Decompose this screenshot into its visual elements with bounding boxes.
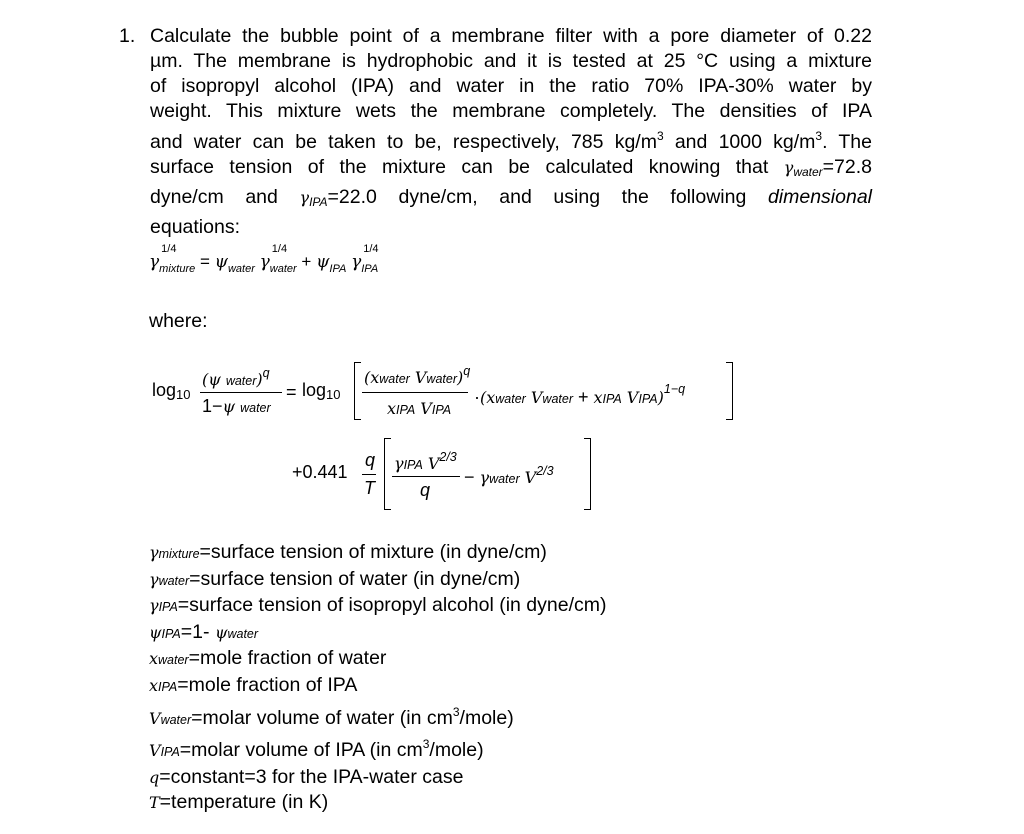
- definition-item: γIPA=surface tension of isopropyl alcohol (in dyne/cm): [149, 594, 607, 617]
- definition-item: ψIPA=1- ψwater: [149, 620, 259, 643]
- problem-line: equations:: [150, 216, 240, 238]
- definition-item: γmixture=surface tension of mixture (in dyne/cm): [149, 541, 547, 563]
- definition-item: q=constant=3 for the IPA-water case: [149, 765, 464, 788]
- problem-line: µm. The membrane is hydrophobic and it is tested at 25 °C using a mixture: [150, 50, 872, 72]
- problem-line-densities: and water can be taken to be, respectively, 785 $kg/m^3$ and 1000 $kg/m^3$. The: [150, 129, 872, 153]
- problem-line-equations: dyne/cm and $\gamma_{IPA}=22.0$ dyne/cm, and using the following dimensional: [150, 186, 872, 209]
- problem-number: 1.: [119, 25, 136, 47]
- problem-line: Calculate the bubble point of a membrane filter with a pore diameter of 0.22: [150, 25, 872, 47]
- problem-line-surface: surface tension of the mixture can be calculated knowing that $\gamma_{water}=72.8$: [150, 156, 873, 179]
- definition-item: T=temperature (in K): [149, 791, 329, 814]
- definition-item: xIPA=mole fraction of IPA: [149, 673, 358, 696]
- definition-item: xwater=mole fraction of water: [149, 647, 387, 670]
- where-label: where:: [149, 310, 208, 332]
- problem-text: [150, 24, 872, 240]
- definition-item: VIPA=molar volume of IPA (in $cm^3/mole$): [149, 737, 484, 762]
- definition-item: Vwater=molar volume of water (in $cm^3/mole$): [149, 704, 514, 729]
- equation-psi: log10 (ψ water)$^q$ 1−ψ water = log10 (xwater Vwater)$^q$ xIPA VIPA ·(xwater Vwater + xIPA VIPA)$^{1-q}$ +0.441 q T γIPA $V^{2/3}$ q − γwater $V^{2/3}$: [152, 358, 752, 518]
- definitions-list: [149, 540, 606, 816]
- equation-mixture: $\gamma_{mixture}$ 1/4 = $\psi_{water}$ $\gamma_{water}$ 1/4 + $\psi_{IPA}$ $\gamma_{IPA}$ 1/4: [149, 243, 379, 275]
- problem-line: of isopropyl alcohol (IPA) and water in the ratio 70% IPA-30% water by: [150, 75, 872, 97]
- definition-item: γwater=surface tension of water (in dyne/cm): [149, 567, 521, 590]
- problem-line: weight. This mixture wets the membrane completely. The densities of IPA: [150, 100, 872, 122]
